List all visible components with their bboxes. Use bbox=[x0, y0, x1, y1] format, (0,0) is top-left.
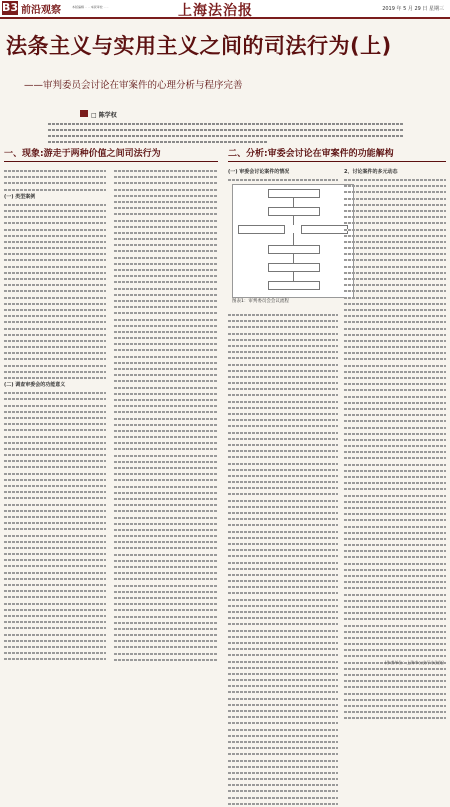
article-title: 法条主义与实用主义之间的司法行为(上) bbox=[6, 34, 392, 58]
author-affiliation: (作者单位：上海市公安厅办法院) bbox=[384, 660, 444, 665]
diagram-box-start bbox=[268, 189, 320, 198]
part2-subheading-2: 2、讨论案件的多元动态 bbox=[344, 169, 398, 175]
masthead: 上海法治报 bbox=[178, 3, 253, 19]
part1-heading: 一、现象:游走于两种价值之间司法行为 bbox=[4, 146, 218, 160]
diagram-box-step-3 bbox=[268, 245, 320, 254]
diagram-box-step-1 bbox=[268, 207, 320, 216]
article-subtitle: ——审判委员会讨论在审案件的心理分析与程序完善 bbox=[24, 80, 243, 91]
diagram-box-step-2a bbox=[238, 225, 285, 234]
diagram-box-step-2b bbox=[301, 225, 348, 234]
article-abstract bbox=[48, 121, 404, 145]
column-4 bbox=[344, 168, 446, 722]
flow-diagram bbox=[232, 184, 354, 298]
column-3 bbox=[228, 168, 338, 183]
author-marker bbox=[80, 110, 88, 117]
part2-subheading-1: (一) 审委会讨论案件的情况 bbox=[228, 169, 290, 175]
article-author: □ 陈学权 bbox=[91, 112, 117, 119]
diagram-box-step-4 bbox=[268, 263, 320, 272]
part1-subheading-2: (二) 调查审委会的功能意义 bbox=[4, 382, 66, 389]
column-3-body bbox=[228, 312, 338, 807]
column-1 bbox=[4, 168, 106, 662]
column-2 bbox=[114, 168, 218, 663]
part1-subheading-1: (一) 类型案例 bbox=[4, 193, 36, 200]
diagram-box-end bbox=[268, 281, 320, 290]
editor-info: 本版编辑 ·· ·· 本版审校 ·· ·· bbox=[72, 5, 109, 9]
page-header bbox=[0, 0, 450, 19]
page-number: B3 bbox=[2, 1, 19, 14]
part2-heading: 二、分析:审委会讨论在审案件的功能解构 bbox=[228, 146, 446, 160]
issue-date: 2019 年 5 月 29 日 星期三 bbox=[382, 6, 444, 12]
section-title: 前沿观察 bbox=[21, 5, 61, 16]
diagram-caption: 图表1：审判委员会会议流程 bbox=[232, 299, 289, 304]
